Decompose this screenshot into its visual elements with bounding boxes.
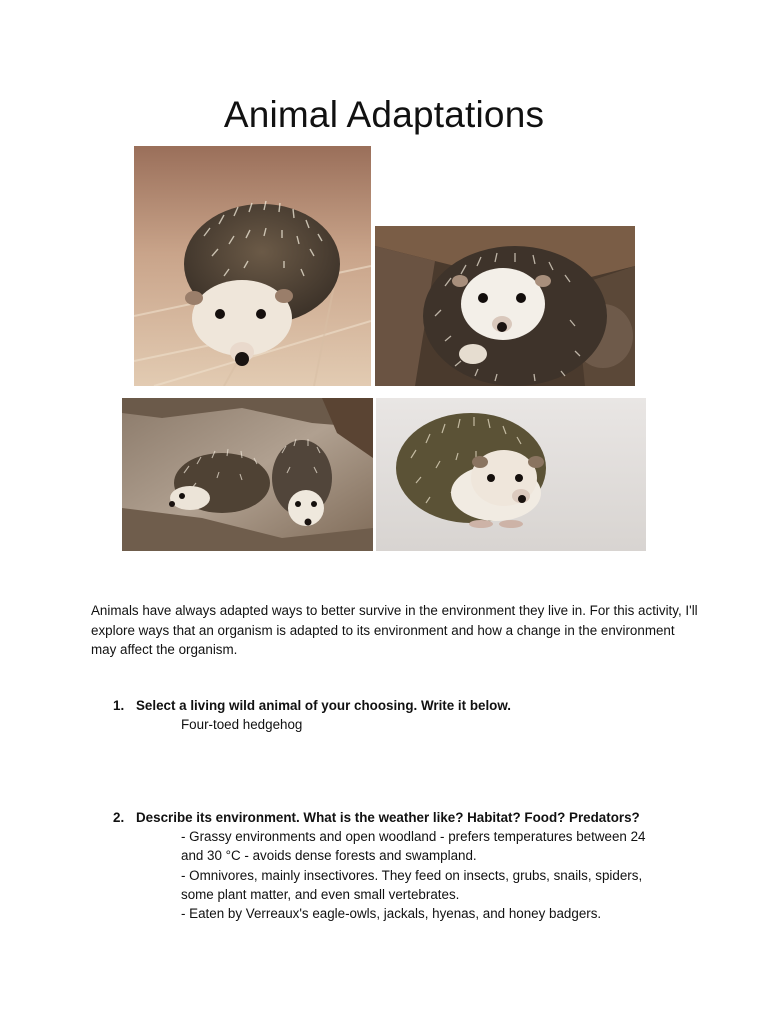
answer-2-line-2: and 30 °C - avoids dense forests and swampland.	[181, 848, 477, 864]
answer-1-line: Four-toed hedgehog	[181, 717, 303, 732]
page-title: Animal Adaptations	[223, 94, 545, 135]
hedgehog-photo-white-background	[376, 398, 646, 551]
hedgehog-photo-rocks	[375, 226, 635, 386]
question-1-number: 1.	[113, 698, 125, 713]
answer-2-line-3: - Omnivores, mainly insectivores. They feed on insects, grubs, snails, spiders,	[181, 867, 643, 883]
question-2-text: Describe its environment. What is the weather like? Habitat? Food? Predators?	[136, 810, 640, 825]
two-hedgehogs-photo-dirt	[122, 398, 373, 551]
answer-2-line-1: - Grassy environments and open woodland - prefers temperatures between 24	[181, 829, 646, 844]
question-1-text: Select a living wild animal of your choosing. Write it below.	[136, 698, 511, 713]
answer-2-line-5: - Eaten by Verreaux's eagle-owls, jackals, hyenas, and honey badgers.	[181, 906, 602, 922]
answer-1	[181, 715, 681, 734]
answer-2	[181, 827, 681, 923]
question-2-number: 2.	[113, 810, 125, 825]
intro-paragraph: Animals have always adapted ways to better survive in the environment they live in. For this activity, I'll explore ways that an organism is adapted to its environment and how a change in the environment may affect the organism.	[91, 603, 698, 658]
hedgehog-photo-tile-floor	[134, 146, 371, 386]
answer-2-line-4: some plant matter, and even small vertebrates.	[181, 886, 460, 902]
